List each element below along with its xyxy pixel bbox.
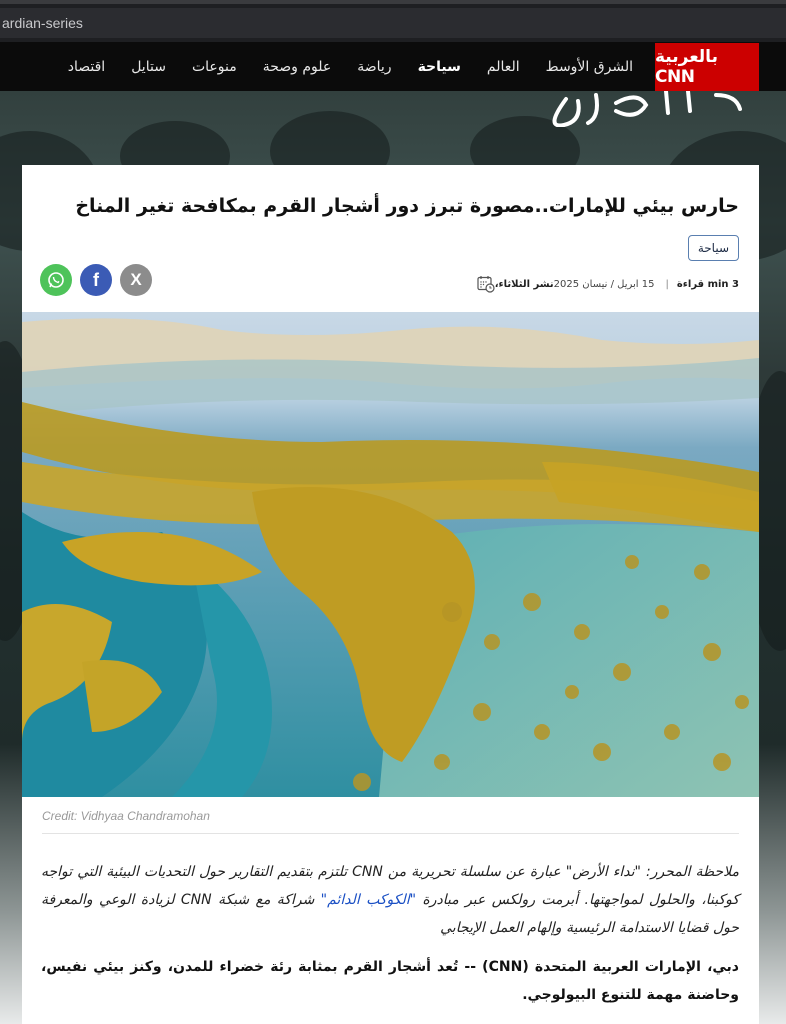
share-whatsapp-button[interactable] xyxy=(40,264,72,296)
nav-item-science-health[interactable]: علوم وصحة xyxy=(262,58,332,75)
logo-text: بالعربية CNN xyxy=(655,47,718,87)
photo-credit: Credit: Vidhyaa Chandramohan xyxy=(42,809,210,823)
published-date: 15 ابريل / نيسان 2025 xyxy=(553,278,655,290)
share-facebook-button[interactable] xyxy=(80,264,112,296)
share-buttons xyxy=(40,264,152,296)
category-tag[interactable]: سياحة xyxy=(688,235,739,261)
editor-note xyxy=(41,858,739,942)
article-lead-paragraph: دبي، الإمارات العربية المتحدة (CNN) -- تُعد أشجار القرم بمثابة رئة خضراء للمدن، وكنز بيئي نفيس، وحاضنة مهمة للتنوع البيولوجي. xyxy=(41,959,739,1003)
article-hero-image[interactable] xyxy=(22,312,759,797)
top-navigation xyxy=(0,42,786,91)
article-meta xyxy=(471,275,739,293)
whatsapp-icon xyxy=(47,271,65,289)
facebook-icon: f xyxy=(93,269,99,290)
calendar-clock-icon xyxy=(477,275,495,293)
nav-item-business[interactable]: اقتصاد xyxy=(67,58,106,75)
read-time: 3 min قراءة xyxy=(676,278,739,290)
published-label: نشر الثلاثاء، xyxy=(494,278,554,290)
nav-menu xyxy=(55,42,646,91)
nav-item-world[interactable]: العالم xyxy=(486,58,520,75)
series-calligraphy-art xyxy=(426,91,756,127)
share-x-button[interactable] xyxy=(120,264,152,296)
article-card xyxy=(22,165,759,1024)
meta-separator: | xyxy=(665,278,669,290)
nav-item-middle-east[interactable]: الشرق الأوسط xyxy=(545,58,633,75)
article-headline: حارس بيئي للإمارات..مصورة تبرز دور أشجار القرم بمكافحة تغير المناخ xyxy=(75,195,739,217)
cnn-arabic-logo[interactable] xyxy=(655,43,759,91)
editor-note-text-2: شراكة مع شبكة CNN لزيادة الوعي والمعرفة حول قضايا الاستدامة الرئيسية وإلهام العمل الإيجابي xyxy=(41,892,739,936)
perpetual-planet-link[interactable]: "الكوكب الدائم" xyxy=(320,892,417,908)
x-icon: X xyxy=(130,270,142,289)
nav-item-travel[interactable]: سياحة xyxy=(417,58,461,75)
editor-note-text-1: ملاحظة المحرر: "نداء الأرض" عبارة عن سلسلة تحريرية من CNN تلتزم بتقديم التقارير حول التحديات البيئية التي تواجه كوكبنا، والحلول لمواجهتها. أبرمت رولكس عبر مبادرة xyxy=(41,864,740,908)
browser-url-bar xyxy=(0,0,786,42)
url-text[interactable]: ardian-series xyxy=(0,8,786,38)
nav-item-style[interactable]: ستايل xyxy=(131,58,166,75)
divider xyxy=(42,833,739,834)
nav-item-sport[interactable]: رياضة xyxy=(357,58,392,75)
nav-item-misc[interactable]: منوعات xyxy=(191,58,237,75)
